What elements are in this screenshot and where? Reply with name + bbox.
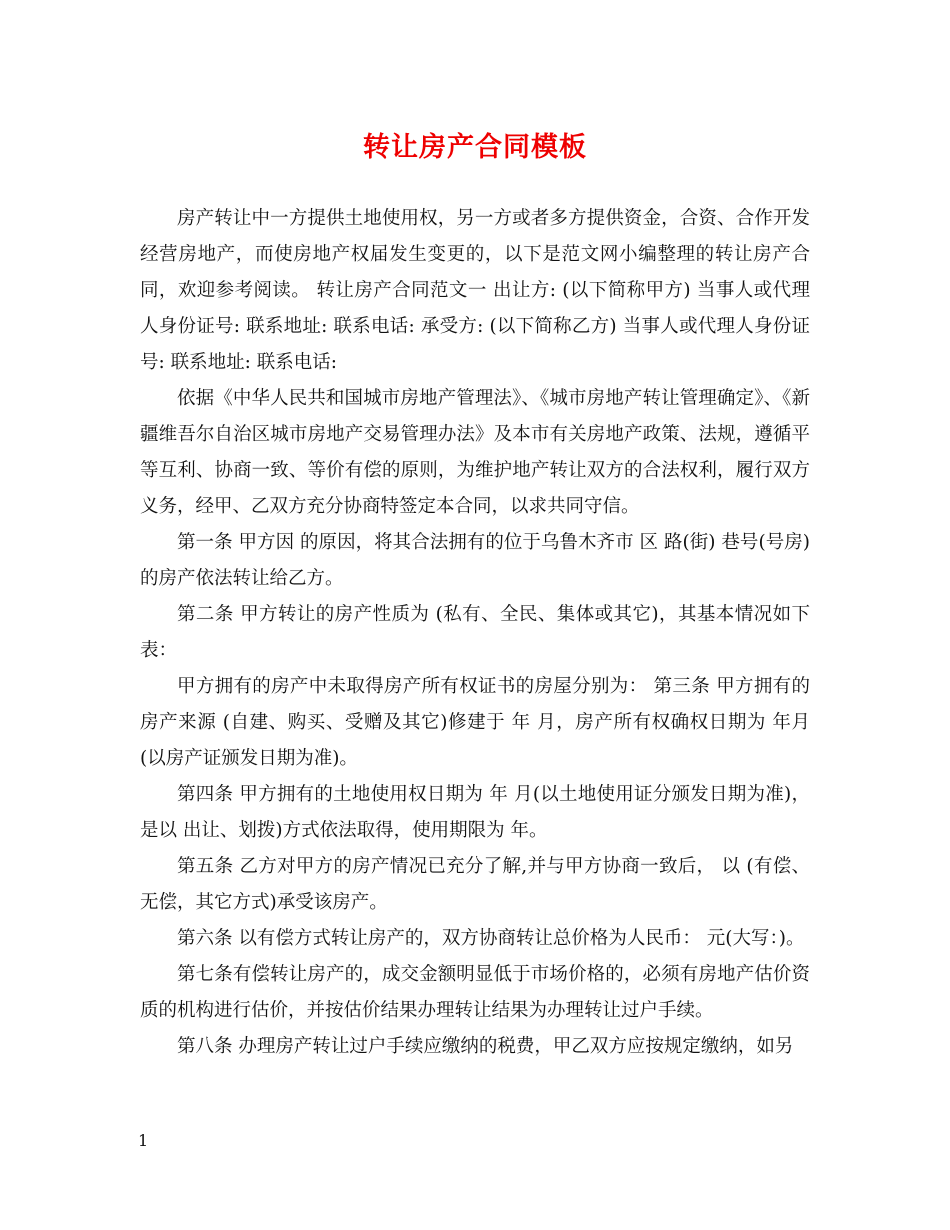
paragraph-legal-basis: 依据《中华人民共和国城市房地产管理法》、《城市房地产转让管理确定》、《新疆维吾尔自治区城市房地产交易管理办法》及本市有关房地产政策、法规，遵循平等互利、协商一致、等价有偿的原则，为维护地产转让双方的合法权利，履行双方义务，经甲、乙双方充分协商特签定本合同，以求共同守信。: [140, 388, 810, 517]
paragraph-article-3: 甲方拥有的房产中未取得房产所有权证书的房屋分别为： 第三条 甲方拥有的房产来源 (自建、购买、受赠及其它)修建于 年 月，房产所有权确权日期为 年月(以房产证颁发日期为准)。: [140, 676, 810, 769]
paragraph-article-6: 第六条 以有偿方式转让房产的，双方协商转让总价格为人民币： 元(大写：)。: [177, 928, 805, 949]
paragraph-article-4: 第四条 甲方拥有的土地使用权日期为 年 月(以土地使用证分颁发日期为准)，是以 出让、划拨)方式依法取得，使用期限为 年。: [140, 784, 810, 841]
paragraph-article-1: 第一条 甲方因 的原因，将其合法拥有的位于乌鲁木齐市 区 路(街) 巷号(号房)的房产依法转让给乙方。: [140, 532, 810, 589]
paragraph-article-5: 第五条 乙方对甲方的房产情况已充分了解,并与甲方协商一致后， 以 (有偿、无偿，其它方式)承受该房产。: [140, 856, 810, 913]
page-number: 1: [138, 1131, 149, 1150]
paragraph-article-2: 第二条 甲方转让的房产性质为 (私有、全民、集体或其它)，其基本情况如下表：: [140, 604, 810, 661]
paragraph-article-8: 第八条 办理房产转让过户手续应缴纳的税费，甲乙双方应按规定缴纳，如另: [177, 1036, 794, 1057]
document-title: 转让房产合同模板: [363, 132, 587, 163]
document-body: [140, 201, 810, 1065]
paragraph-article-7: 第七条有偿转让房产的，成交金额明显低于市场价格的，必须有房地产估价资质的机构进行估价，并按估价结果办理转让结果为办理转让过户手续。: [140, 964, 810, 1021]
paragraph-intro: 房产转让中一方提供土地使用权，另一方或者多方提供资金，合资、合作开发经营房地产，而使房地产权届发生变更的，以下是范文网小编整理的转让房产合同，欢迎参考阅读。 转让房产合同范文一 出让方: (以下简称甲方) 当事人或代理人身份证号: 联系地址: 联系电话: 承受方: (以下简称乙方) 当事人或代理人身份证号: 联系地址: 联系电话:: [140, 208, 810, 373]
